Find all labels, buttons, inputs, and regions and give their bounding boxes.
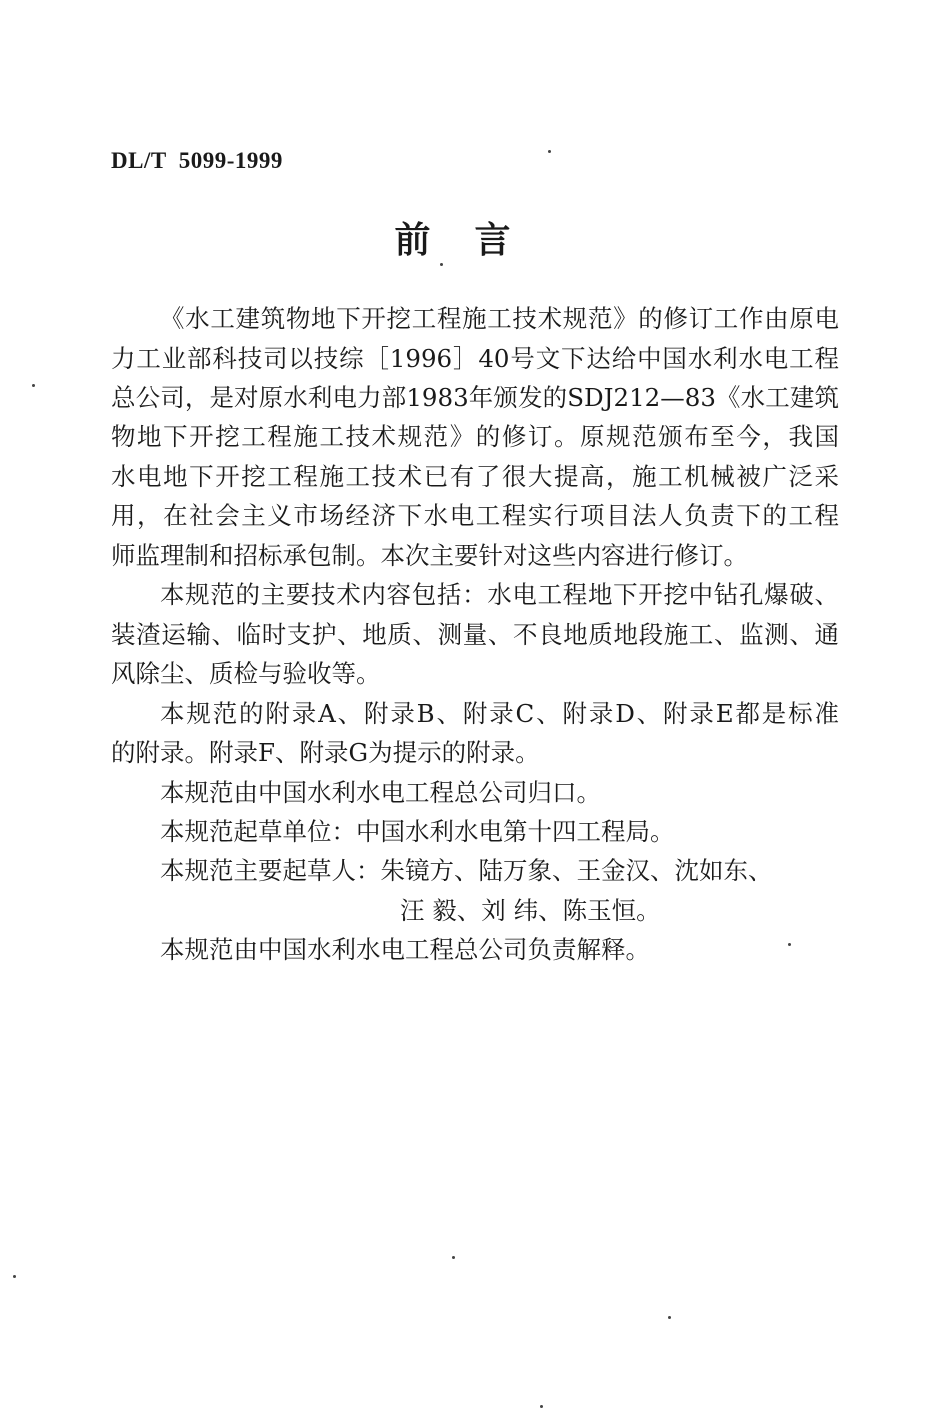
page-title: 前言 <box>394 219 555 261</box>
scan-speck <box>440 263 443 266</box>
paragraph-1-line-6: 用，在社会主义市场经济下水电工程实行项目法人负责下的工程 <box>111 502 839 530</box>
standard-code: DL/T 5099-1999 <box>111 148 283 173</box>
paragraph-1-line-4: 物地下开挖工程施工技术规范》的修订。原规范颁布至今，我国 <box>111 423 839 451</box>
scan-speck <box>548 150 551 153</box>
scan-speck <box>668 1316 671 1319</box>
scan-speck <box>540 1405 543 1408</box>
scan-speck <box>788 943 791 946</box>
paragraph-2-line-1: 本规范的主要技术内容包括：水电工程地下开挖中钻孔爆破、 <box>160 581 839 609</box>
paragraph-1-line-1: 《水工建筑物地下开挖工程施工技术规范》的修订工作由原电 <box>160 305 839 333</box>
paragraph-1-line-3: 总公司，是对原水利电力部1983年颁发的SDJ212—83《水工建筑 <box>111 384 839 412</box>
paragraph-1-line-2: 力工业部科技司以技综［1996］40号文下达给中国水利水电工程 <box>111 345 839 373</box>
paragraph-1-line-7: 师监理制和招标承包制。本次主要针对这些内容进行修订。 <box>111 542 748 570</box>
paragraph-1-line-5: 水电地下开挖工程施工技术已有了很大提高，施工机械被广泛采 <box>111 463 839 491</box>
scan-speck <box>13 1275 16 1278</box>
paragraph-4: 本规范由中国水利水电工程总公司归口。 <box>160 779 601 807</box>
scan-speck <box>32 384 35 387</box>
paragraph-7: 本规范由中国水利水电工程总公司负责解释。 <box>160 936 650 964</box>
paragraph-6-line-2: 汪 毅、刘 纬、陈玉恒。 <box>400 897 661 925</box>
scan-speck <box>452 1256 455 1259</box>
paragraph-5: 本规范起草单位：中国水利水电第十四工程局。 <box>160 818 675 846</box>
paragraph-6-line-1: 本规范主要起草人：朱镜方、陆万象、王金汉、沈如东、 <box>160 857 773 885</box>
paragraph-2-line-2: 装渣运输、临时支护、地质、测量、不良地质地段施工、监测、通 <box>111 621 839 649</box>
paragraph-3-line-2: 的附录。附录F、附录G为提示的附录。 <box>111 739 540 767</box>
paragraph-3-line-1: 本规范的附录A、附录B、附录C、附录D、附录E都是标准 <box>160 700 839 728</box>
paragraph-2-line-3: 风除尘、质检与验收等。 <box>111 660 381 688</box>
